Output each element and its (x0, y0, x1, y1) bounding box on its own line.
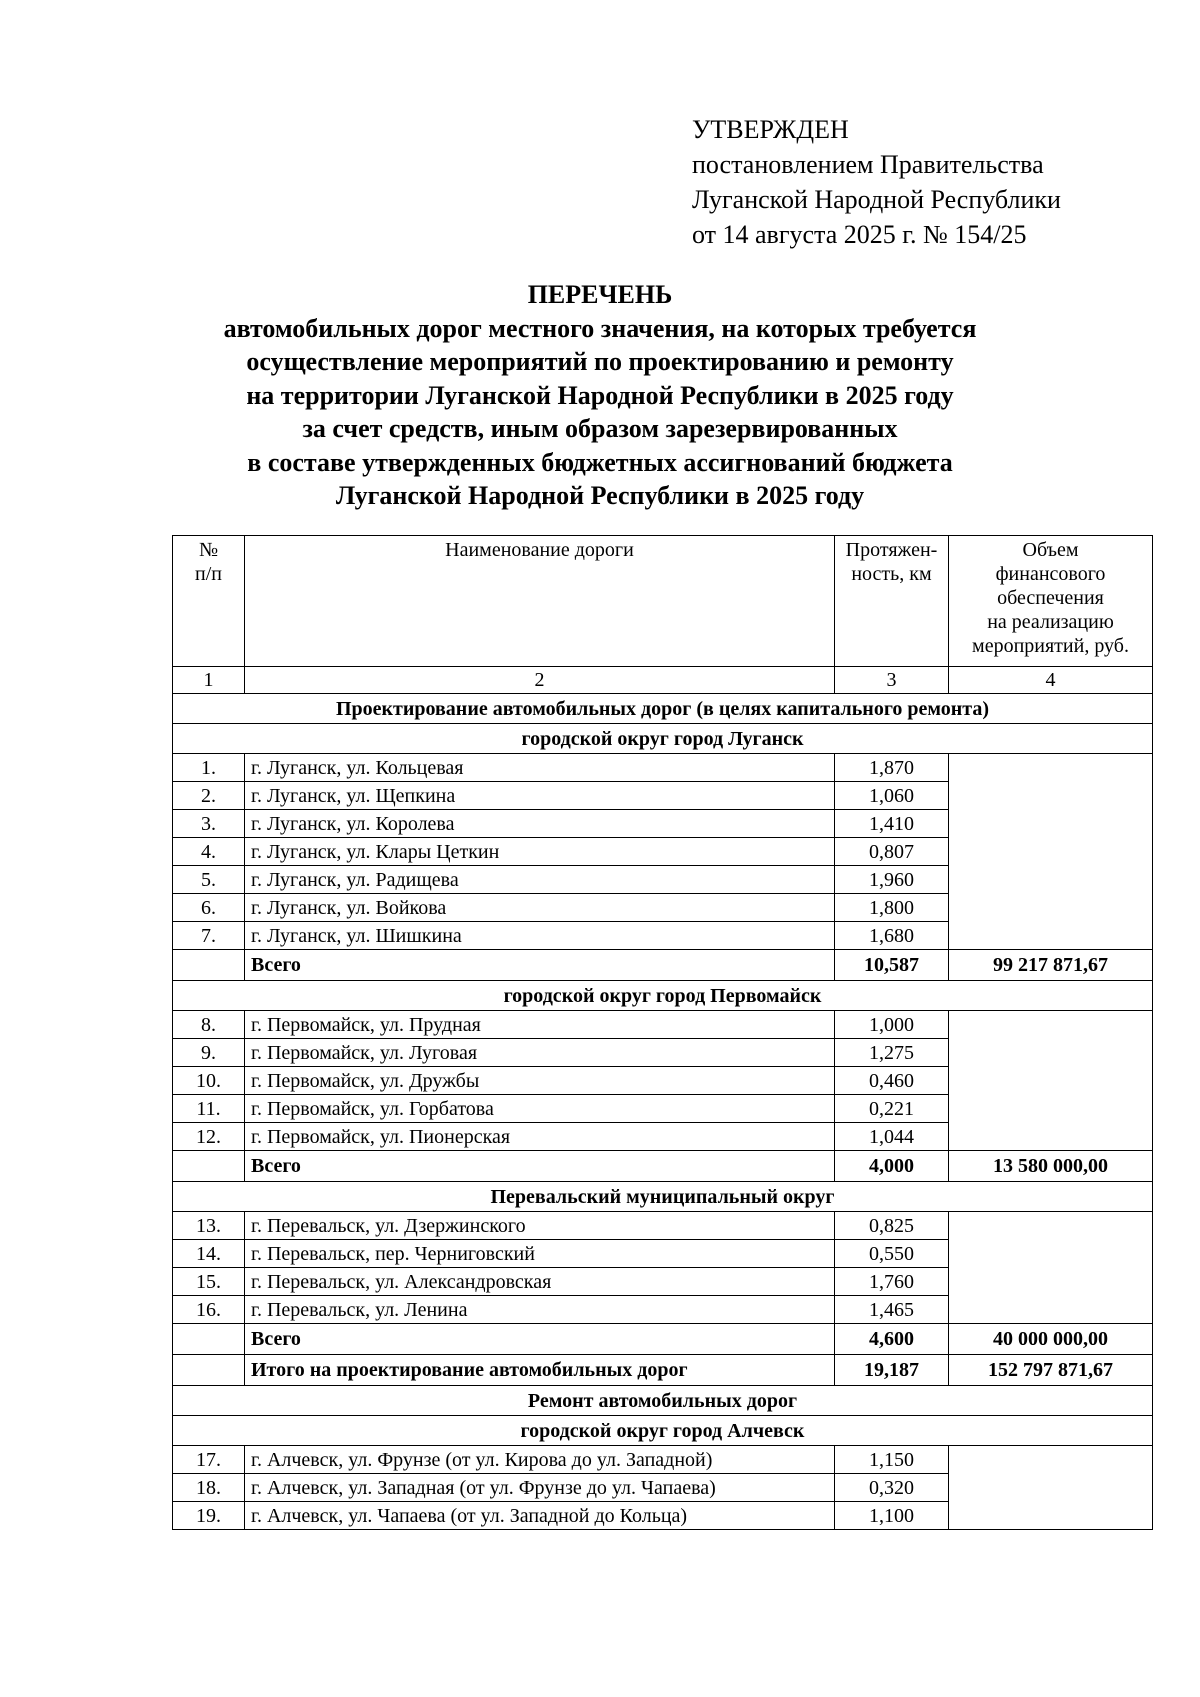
road-name: г. Луганск, ул. Радищева (245, 866, 835, 894)
road-length: 1,044 (835, 1123, 949, 1151)
funding-cell-empty (949, 1011, 1153, 1151)
road-length: 1,410 (835, 810, 949, 838)
road-name: г. Первомайск, ул. Горбатова (245, 1095, 835, 1123)
title-line: Луганской Народной Республики в 2025 году (335, 481, 865, 510)
approval-stamp (692, 112, 1061, 252)
road-length: 0,221 (835, 1095, 949, 1123)
approval-line: постановлением Правительства (692, 150, 1044, 179)
road-length: 1,275 (835, 1039, 949, 1067)
road-name: г. Первомайск, ул. Дружбы (245, 1067, 835, 1095)
road-length: 1,100 (835, 1502, 949, 1530)
road-length: 1,000 (835, 1011, 949, 1039)
title-line: осуществление мероприятий по проектированию и ремонту (246, 347, 954, 376)
road-length: 1,800 (835, 894, 949, 922)
approval-date: от 14 августа 2025 г. № 154/25 (692, 220, 1027, 249)
title-line: на территории Луганской Народной Республики в 2025 году (246, 380, 954, 410)
title-line: автомобильных дорог местного значения, на которых требуется (223, 313, 977, 343)
road-length: 0,550 (835, 1240, 949, 1268)
road-length: 0,825 (835, 1212, 949, 1240)
column-number: 1 (173, 667, 245, 694)
total-row (173, 1324, 1153, 1355)
row-number: 6. (173, 894, 245, 922)
row-number: 18. (173, 1474, 245, 1502)
total-amount: 99 217 871,67 (949, 950, 1153, 981)
approval-line: Луганской Народной Республики (692, 185, 1061, 214)
section-repair-title: Ремонт автомобильных дорог (173, 1386, 1153, 1416)
row-number: 4. (173, 838, 245, 866)
header-funding: Объем финансового обеспечения на реализацию мероприятий, руб. (949, 536, 1153, 667)
road-length: 1,150 (835, 1446, 949, 1474)
road-name: г. Первомайск, ул. Прудная (245, 1011, 835, 1039)
group-row (173, 1182, 1153, 1212)
group-row (173, 981, 1153, 1011)
road-name: г. Перевальск, пер. Черниговский (245, 1240, 835, 1268)
roads-table (172, 535, 1153, 1530)
road-length: 1,680 (835, 922, 949, 950)
road-length: 1,870 (835, 754, 949, 782)
table-header-row (173, 536, 1153, 667)
column-number: 2 (245, 667, 835, 694)
road-length: 0,807 (835, 838, 949, 866)
road-name: г. Перевальск, ул. Александровская (245, 1268, 835, 1296)
row-number: 15. (173, 1268, 245, 1296)
road-name: г. Первомайск, ул. Пионерская (245, 1123, 835, 1151)
road-length: 1,465 (835, 1296, 949, 1324)
table-row (173, 754, 1153, 782)
total-row (173, 950, 1153, 981)
total-length: 4,000 (835, 1151, 949, 1182)
row-number: 17. (173, 1446, 245, 1474)
road-length: 1,960 (835, 866, 949, 894)
row-number: 5. (173, 866, 245, 894)
section-row (173, 1386, 1153, 1416)
total-num-empty (173, 1355, 245, 1386)
row-number: 13. (173, 1212, 245, 1240)
total-num-empty (173, 950, 245, 981)
road-name: г. Луганск, ул. Щепкина (245, 782, 835, 810)
total-amount: 40 000 000,00 (949, 1324, 1153, 1355)
funding-cell-empty (949, 1446, 1153, 1530)
approval-heading: УТВЕРЖДЕН (692, 115, 849, 144)
total-num-empty (173, 1324, 245, 1355)
table-row (173, 1011, 1153, 1039)
road-name: г. Луганск, ул. Войкова (245, 894, 835, 922)
total-amount: 13 580 000,00 (949, 1151, 1153, 1182)
total-length: 10,587 (835, 950, 949, 981)
row-number: 7. (173, 922, 245, 950)
group-row (173, 1416, 1153, 1446)
column-number: 3 (835, 667, 949, 694)
road-name: г. Луганск, ул. Клары Цеткин (245, 838, 835, 866)
row-number: 14. (173, 1240, 245, 1268)
road-name: г. Алчевск, ул. Чапаева (от ул. Западной до Кольца) (245, 1502, 835, 1530)
group-name: Перевальский муниципальный округ (173, 1182, 1153, 1212)
title-line: в составе утвержденных бюджетных ассигнований бюджета (247, 447, 953, 477)
row-number: 11. (173, 1095, 245, 1123)
road-name: г. Луганск, ул. Королева (245, 810, 835, 838)
row-number: 19. (173, 1502, 245, 1530)
group-name: городской округ город Алчевск (173, 1416, 1153, 1446)
funding-cell-empty (949, 754, 1153, 950)
total-length: 4,600 (835, 1324, 949, 1355)
total-label: Всего (245, 1151, 835, 1182)
road-name: г. Перевальск, ул. Ленина (245, 1296, 835, 1324)
section-row (173, 694, 1153, 724)
title-heading: ПЕРЕЧЕНЬ (527, 280, 673, 309)
road-name: г. Первомайск, ул. Луговая (245, 1039, 835, 1067)
group-name: городской округ город Луганск (173, 724, 1153, 754)
group-row (173, 724, 1153, 754)
header-length: Протяжен- ность, км (835, 536, 949, 667)
header-name: Наименование дороги (245, 536, 835, 667)
table-row (173, 1446, 1153, 1474)
road-name: г. Перевальск, ул. Дзержинского (245, 1212, 835, 1240)
row-number: 16. (173, 1296, 245, 1324)
row-number: 3. (173, 810, 245, 838)
document-title (0, 278, 1200, 513)
column-number-row (173, 667, 1153, 694)
grand-total-length: 19,187 (835, 1355, 949, 1386)
grand-total-label: Итого на проектирование автомобильных дорог (245, 1355, 835, 1386)
row-number: 12. (173, 1123, 245, 1151)
row-number: 9. (173, 1039, 245, 1067)
total-num-empty (173, 1151, 245, 1182)
road-name: г. Луганск, ул. Шишкина (245, 922, 835, 950)
table-row (173, 1212, 1153, 1240)
road-length: 0,320 (835, 1474, 949, 1502)
grand-total-amount: 152 797 871,67 (949, 1355, 1153, 1386)
total-label: Всего (245, 950, 835, 981)
row-number: 1. (173, 754, 245, 782)
road-name: г. Алчевск, ул. Фрунзе (от ул. Кирова до ул. Западной) (245, 1446, 835, 1474)
funding-cell-empty (949, 1212, 1153, 1324)
column-number: 4 (949, 667, 1153, 694)
total-label: Всего (245, 1324, 835, 1355)
road-length: 1,760 (835, 1268, 949, 1296)
row-number: 2. (173, 782, 245, 810)
row-number: 10. (173, 1067, 245, 1095)
total-row (173, 1151, 1153, 1182)
road-length: 1,060 (835, 782, 949, 810)
section-design-title: Проектирование автомобильных дорог (в целях капитального ремонта) (173, 694, 1153, 724)
header-num: № п/п (173, 536, 245, 667)
title-line: за счет средств, иным образом зарезервированных (302, 414, 898, 443)
grand-total-row (173, 1355, 1153, 1386)
road-name: г. Луганск, ул. Кольцевая (245, 754, 835, 782)
road-length: 0,460 (835, 1067, 949, 1095)
road-name: г. Алчевск, ул. Западная (от ул. Фрунзе до ул. Чапаева) (245, 1474, 835, 1502)
group-name: городской округ город Первомайск (173, 981, 1153, 1011)
row-number: 8. (173, 1011, 245, 1039)
